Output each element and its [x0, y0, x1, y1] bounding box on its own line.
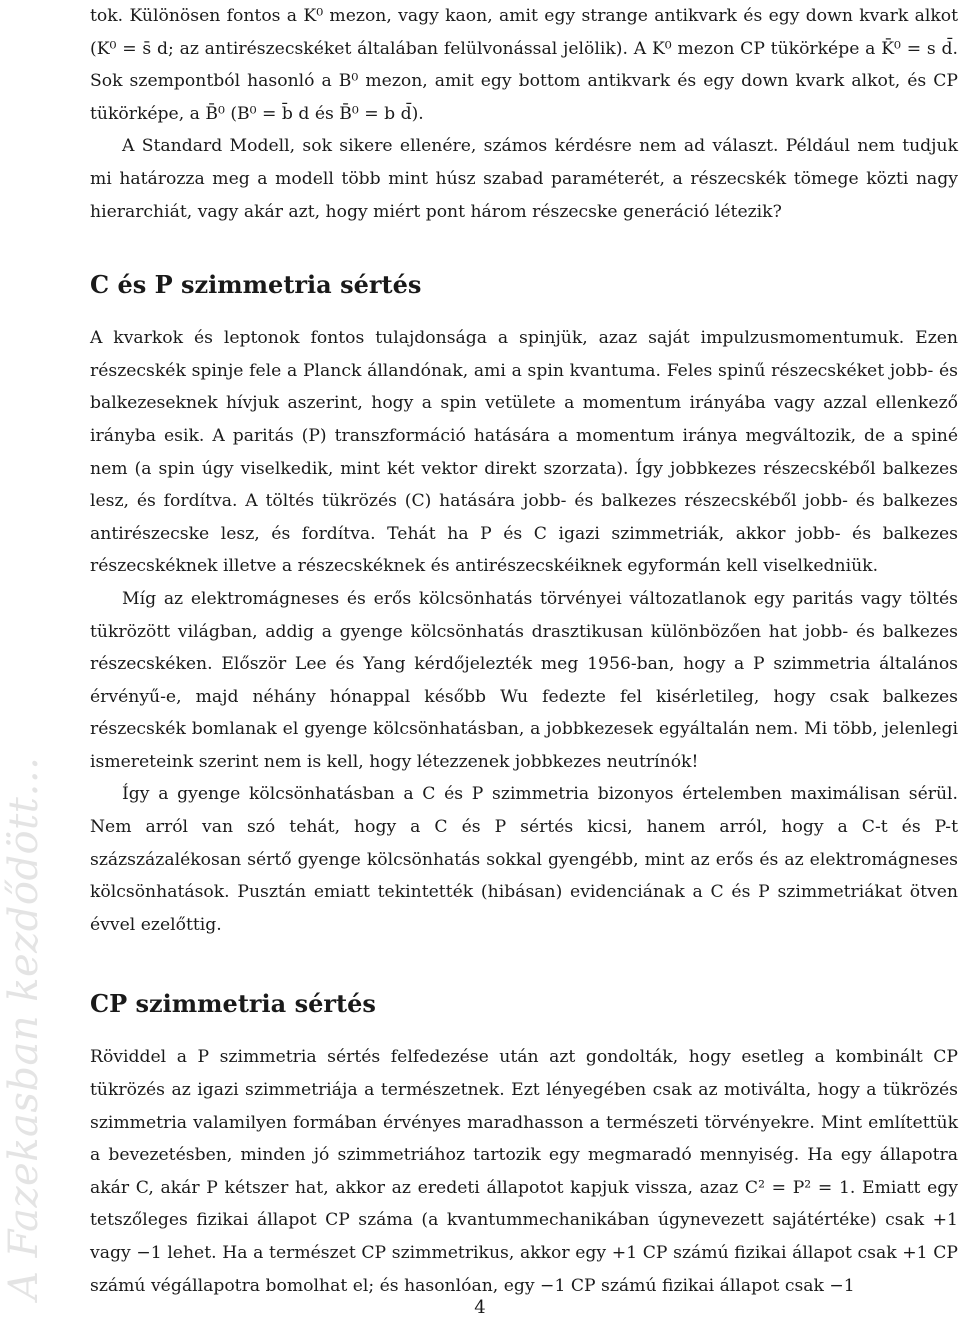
- section-heading-cp-violation: C és P szimmetria sértés: [90, 270, 422, 300]
- intro-paragraph-2: A Standard Modell, sok sikere ellenére, számos kérdésre nem ad választ. Például nem tudjuk mi határozza meg a modell több mint húsz szabad paraméterét, a részecskék tömege közti nagy hierarchiát, vagy akár azt, hogy miért pont három részecske generáció létezik?: [90, 136, 958, 222]
- section2-paragraph-1: Röviddel a P szimmetria sértés felfedezése után azt gondolták, hogy esetleg a kombinált CP tükrözés az igazi szimmetriája a természetnek. Ezt lényegében csak az motiválta, hogy a tükrözés szimmetria valamilyen formában érvényes maradhasson a természeti törvényekre. Mint említettük a bevezetésben, minden jó szimmetriához tartozik egy megmaradó mennyiség. Ha egy állapotra akár C, akár P kétszer hat, akkor az eredeti állapotot kapjuk vissza, azaz C² = P² = 1. Emiatt egy tetszőleges fizikai állapot CP száma (a kvantummechanikában úgynevezett sajátértéke) csak +1 vagy −1 lehet. Ha a természet CP szimmetrikus, akkor egy +1 CP számú fizikai állapot csak +1 CP számú végállapotra bomolhat el; és hasonlóan, egy −1 CP számú fizikai állapot csak −1: [90, 1047, 958, 1296]
- watermark-text: A Fazekasban kezdődött…: [1, 756, 47, 1300]
- section1-paragraph-1: A kvarkok és leptonok fontos tulajdonsága a spinjük, azaz saját impulzusmomentumuk. Ezen részecskék spinje fele a Planck állandónak, ami a spin kvantuma. Feles spinű részecskéket jobb- és balkezeseknek hívjuk aszerint, hogy a spin vetülete a momentum irányába vagy azzal ellenkező irányba esik. A paritás (P) transzformáció hatására a momentum iránya megváltozik, de a spiné nem (a spin úgy viselkedik, mint két vektor direkt szorzata). Így jobbkezes részecskéből balkezes lesz, és fordítva. A töltés tükrözés (C) hatására jobb- és balkezes részecskéből jobb- és balkezes antirészecske lesz, és fordítva. Tehát ha P és C igazi szimmetriák, akkor jobb- és balkezes részecskéknek illetve a részecskéknek és antirészecskéiknek egyformán kell viselkedniük.: [90, 328, 958, 577]
- page-number: 4: [474, 1297, 486, 1318]
- section1-paragraph-2: Míg az elektromágneses és erős kölcsönhatás törvényei változatlanok egy paritás vagy töltés tükrözött világban, addig a gyenge kölcsönhatás drasztikusan különbözően hat jobb- és balkezes részecskéken. Először Lee és Yang kérdőjelezték meg 1956-ban, hogy a P szimmetria általános érvényű-e, majd néhány hónappal később Wu fedezte fel kisérletileg, hogy csak balkezes részecskék bomlanak el gyenge kölcsönhatásban, a jobbkezesek egyáltalán nem. Mi több, jelenlegi ismereteink szerint nem is kell, hogy létezzenek jobbkezes neutrínók!: [90, 588, 958, 772]
- intro-paragraph-1: tok. Különösen fontos a K⁰ mezon, vagy kaon, amit egy strange antikvark és egy down kvark alkot (K⁰ = s̄ d; az antirészecskéket általában felülvonással jelölik). A K⁰ mezon CP tükörképe a K̄⁰ = s d̄. Sok szempontból hasonló a B⁰ mezon, amit egy bottom antikvark és egy down kvark alkot, és CP tükörképe, a B̄⁰ (B⁰ = b̄ d és B̄⁰ = b d̄).: [90, 6, 958, 124]
- section-heading-cp-symmetry-violation: CP szimmetria sértés: [90, 989, 376, 1019]
- section1-paragraph-3: Így a gyenge kölcsönhatásban a C és P szimmetria bizonyos értelemben maximálisan sérül. Nem arról van szó tehát, hogy a C és P sértés kicsi, hanem arról, hogy a C-t és P-t százszázalékosan sértő gyenge kölcsönhatás sokkal gyengébb, mint az erős és az elektromágneses kölcsönhatások. Pusztán emiatt tekintették (hibásan) evidenciának a C és P szimmetriákat ötven évvel ezelőttig.: [90, 784, 958, 935]
- page-body: [90, 0, 958, 1302]
